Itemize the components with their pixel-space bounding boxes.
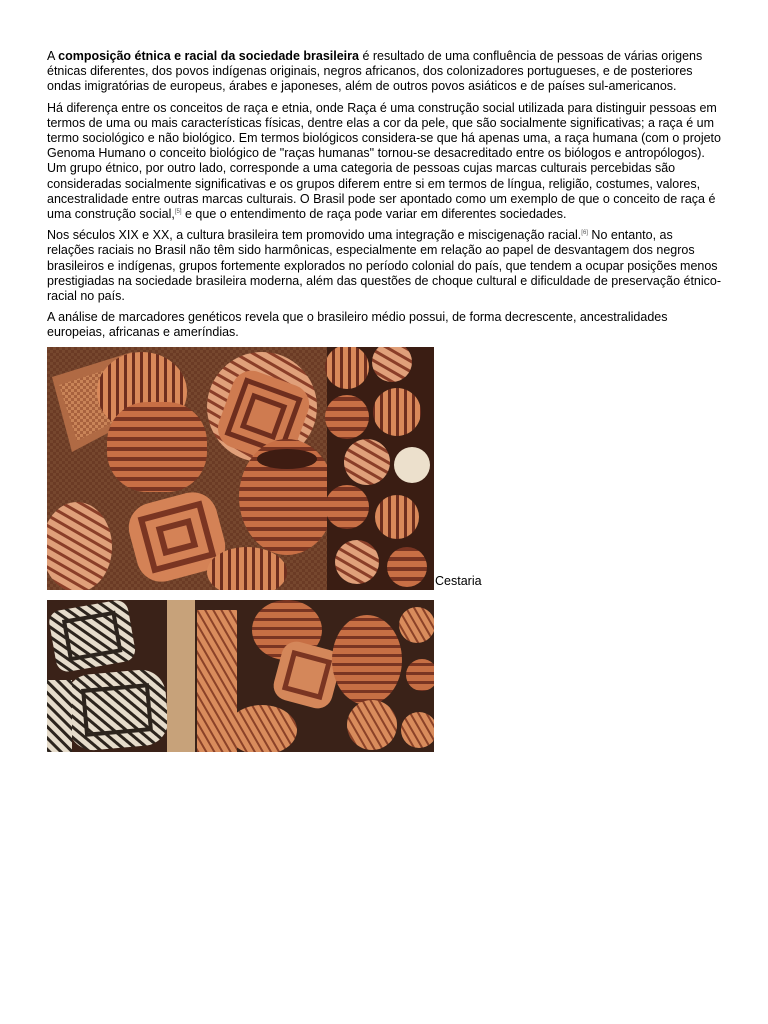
paragraph-3 (47, 228, 723, 304)
basket-photo-1-art (47, 347, 434, 590)
paragraph-2 (47, 101, 723, 223)
p2-tail: e que o entendimento de raça pode variar em diferentes sociedades. (181, 207, 567, 222)
p1-text: é resultado de uma confluência de pessoas de várias origens étnicas diferentes, dos povos indígenas originais, negros africanos, dos colonizadores portugueses, e de posteriores ondas imigratórias de europeus, árabes e japoneses, além de outros povos asiáticos e de países sul-americanos. (47, 49, 703, 94)
p3-tail: No entanto, as relações raciais no Brasil não têm sido harmônicas, especialmente em relação ao papel de desvantagem dos negros brasileiros e indígenas, grupos fortemente explorados no período colonial do país, que tendem a ocupar posições menos prestigiadas na sociedade brasileira moderna, além das questões de choque cultural e dificuldade de preservação étnico-racial no país. (47, 228, 722, 304)
footnote-ref-5[interactable]: [5] (174, 209, 182, 216)
p4-text: A análise de marcadores genéticos revela que o brasileiro médio possui, de forma decrescente, ancestralidades europeias, africanas e ameríndias. (47, 310, 668, 340)
paragraph-4 (47, 310, 723, 340)
p1-bold-term: composição étnica e racial da sociedade brasileira (58, 49, 359, 63)
photo-caption: Cestaria (435, 573, 482, 588)
article-body (47, 49, 723, 752)
paragraph-1 (47, 49, 723, 95)
basket-photo-2-art (47, 600, 434, 752)
p2-text: Há diferença entre os conceitos de raça e etnia, onde Raça é uma construção social utilizada para distinguir pessoas em termos de uma ou mais características físicas, dentre elas a cor da pele, que são socialmente significativas; a raça é um termo sociológico e não biológico. Em termos biológicos considera-se que há apenas uma, a raça humana (com o projeto Genoma Humano o conceito biológico de "raças humanas" tornou-se desacreditado entre os biólogos e antropólogos). Um grupo étnico, por outro lado, corresponde a uma categoria de pessoas cujas marcas culturais percebidas são consideradas socialmente significativas e os grupos diferem entre si em termos de língua, religião, costumes, valores, ancestralidade entre outras marcas culturais. O Brasil pode ser apontado como um exemplo de que o conceito de raça é uma construção social, (47, 100, 721, 222)
basket-photo-2 (47, 600, 434, 752)
figure-2-row (47, 600, 723, 752)
footnote-ref-6[interactable]: [6] (581, 230, 588, 237)
basket-photo-1 (47, 347, 434, 590)
p3-text: Nos séculos XIX e XX, a cultura brasileira tem promovido uma integração e miscigenação racial. (47, 228, 582, 243)
figure-1-row (47, 347, 723, 590)
p1-lead: A (47, 49, 59, 63)
